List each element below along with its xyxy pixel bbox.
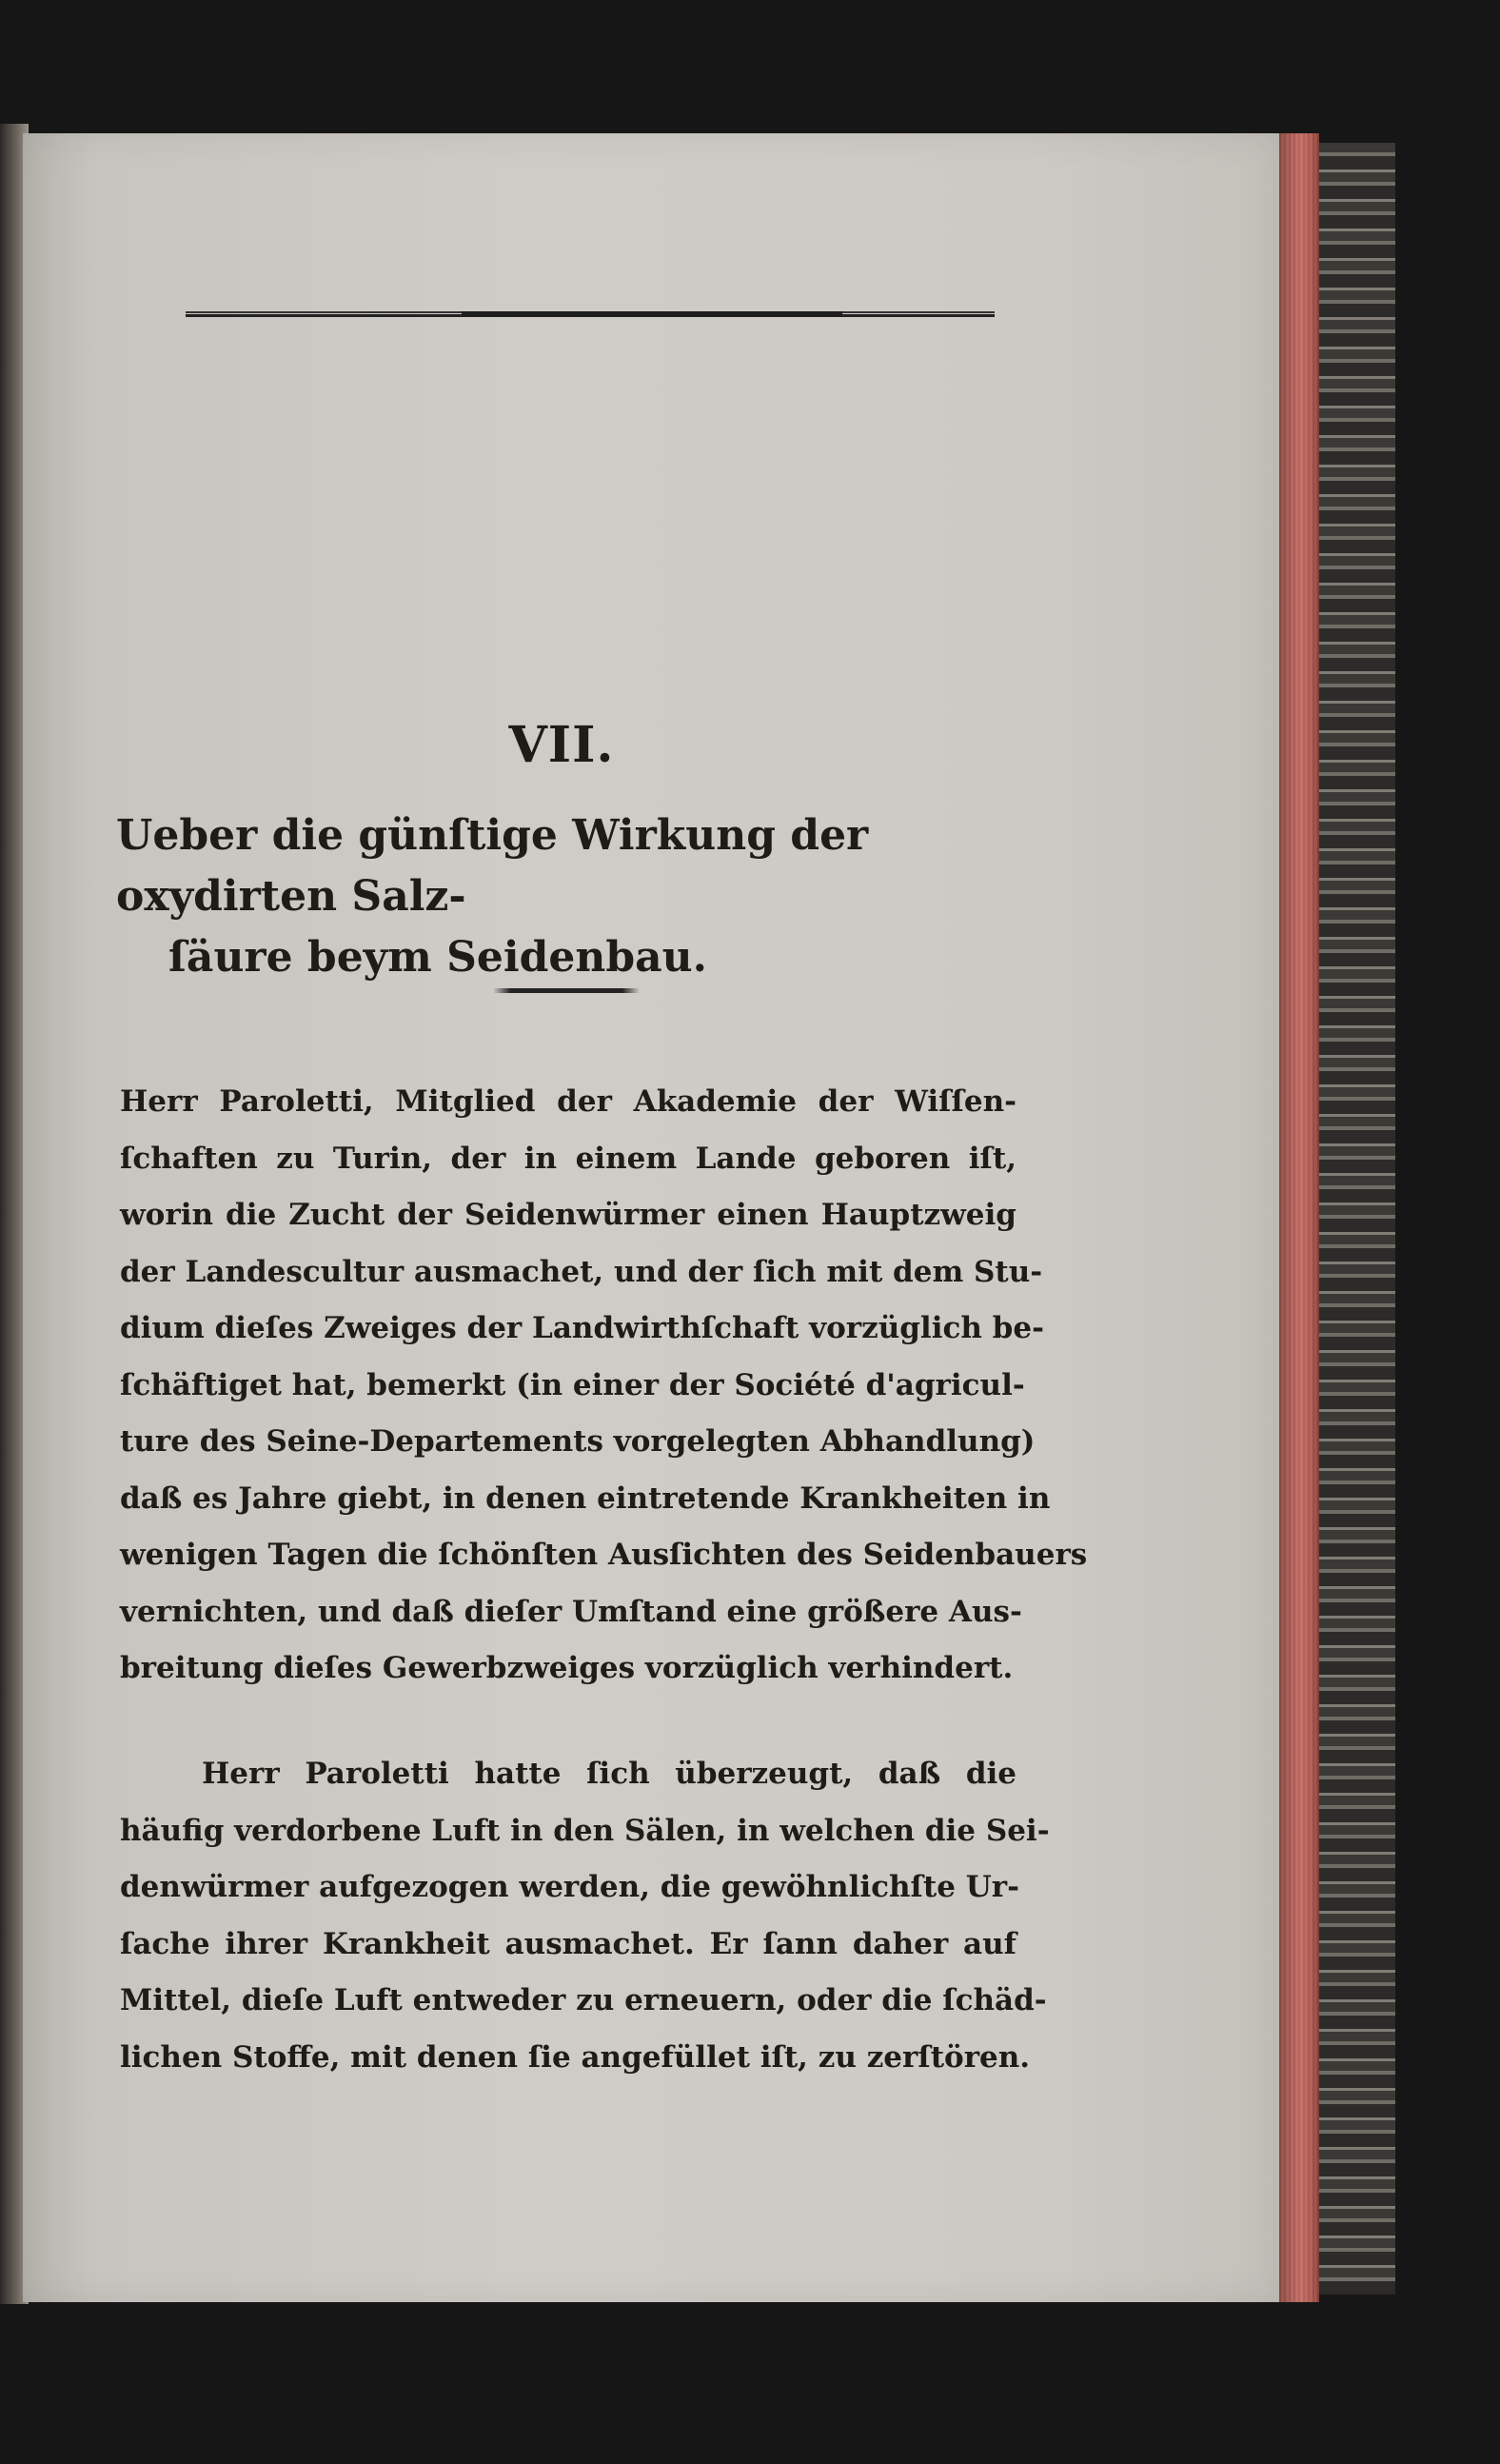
chapter-title <box>116 805 1030 988</box>
text-line: vernichten, und daß dieſer Umſtand eine größere Aus- <box>120 1594 1022 1629</box>
text-line: ſchaften zu Turin, der in einem Lande geboren iſt, <box>120 1141 1016 1176</box>
paragraph-2 <box>120 1746 1050 2086</box>
book-cover-edge <box>1319 143 1395 2295</box>
text-line: der Landescultur ausmachet, und der ſich mit dem Stu- <box>120 1254 1043 1289</box>
chapter-title-line: ſäure beym Seidenbau. <box>168 933 707 982</box>
text-line: denwürmer aufgezogen werden, die gewöhnlichſte Ur- <box>120 1870 1019 1904</box>
text-line: häufig verdorbene Luft in den Sälen, in welchen die Sei- <box>120 1813 1050 1848</box>
text-line: wenigen Tagen die ſchönſten Ausſichten des Seidenbauers <box>120 1538 1088 1572</box>
chapter-numeral: VII. <box>508 716 615 774</box>
red-fore-edge <box>1279 133 1319 2302</box>
text-line: breitung dieſes Gewerbzweiges vorzüglich verhindert. <box>120 1651 1014 1685</box>
text-line: daß es Jahre giebt, in denen eintretende Krankheiten in <box>120 1480 1051 1516</box>
paragraph-1 <box>120 1074 1088 1698</box>
text-line: ſache ihrer Krankheit ausmachet. Er ſann daher auf <box>120 1926 1016 1961</box>
title-separator-rule <box>493 988 640 993</box>
text-line: ſchäftiget hat, bemerkt (in einer der Société d'agricul- <box>120 1367 1025 1402</box>
text-line: Mittel, dieſe Luft entweder zu erneuern, oder die ſchäd- <box>120 1983 1047 2017</box>
text-line: lichen Stoffe, mit denen ſie angefüllet iſt, zu zerſtören. <box>120 2039 1031 2075</box>
chapter-title-line: Ueber die günſtige Wirkung der oxydirten Salz- <box>116 811 869 921</box>
text-line: ture des Seine-Departements vorgelegten Abhandlung) <box>120 1424 1036 1459</box>
text-line: worin die Zucht der Seidenwürmer einen Hauptzweig <box>120 1198 1016 1232</box>
top-rule <box>186 311 995 317</box>
text-line: Herr Paroletti hatte ſich überzeugt, daß die <box>202 1757 1016 1791</box>
text-line: Herr Paroletti, Mitglied der Akademie der Wiſſen- <box>120 1084 1016 1119</box>
text-line: dium dieſes Zweiges der Landwirthſchaft vorzüglich be- <box>120 1311 1044 1345</box>
